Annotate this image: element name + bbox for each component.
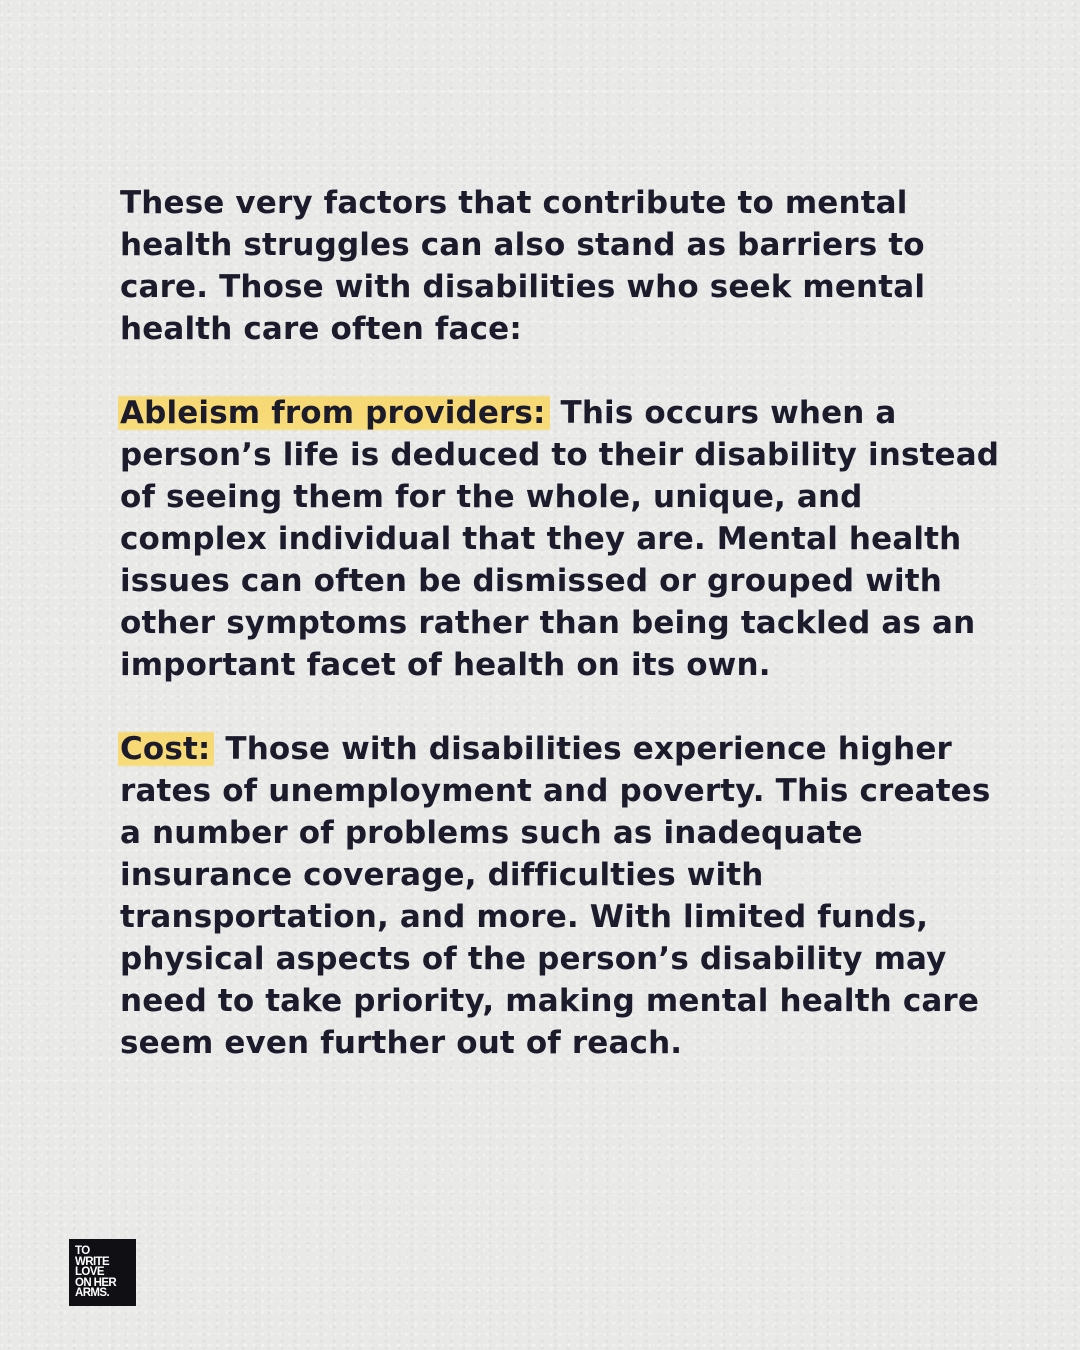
ableism-body: This occurs when a person’s life is deduced to their disability instead of seeing them for the whole, unique, and complex individual that they are. Mental health issues can often be dismissed or grouped with other symptoms rather than being tackled as an important facet of health on its own. [120, 395, 1000, 683]
cost-heading: Cost: [118, 731, 214, 767]
logo-line-1: TO [75, 1245, 90, 1257]
logo-line-3: LOVE [75, 1266, 104, 1278]
logo-line-2: WRITE [75, 1255, 110, 1268]
section-ableism [120, 392, 1020, 686]
intro-paragraph: These very factors that contribute to mental health struggles can also stand as barriers to care. Those with disabilities who seek mental health care often face: [120, 185, 926, 347]
cost-body: Those with disabilities experience higher rates of unemployment and poverty. This creates a number of problems such as inadequate insurance coverage, difficulties with transportation, and more. With limited funds, physical aspects of the person’s disability may need to take priority, making mental health care seem even further out of reach. [120, 731, 991, 1061]
logo-line-5: ARMS. [75, 1287, 110, 1299]
twloha-logo [69, 1239, 136, 1306]
article-content [120, 182, 1020, 1106]
ableism-heading: Ableism from providers: [118, 395, 550, 431]
logo-line-4: ON HER [75, 1276, 117, 1289]
section-cost [120, 728, 1020, 1064]
